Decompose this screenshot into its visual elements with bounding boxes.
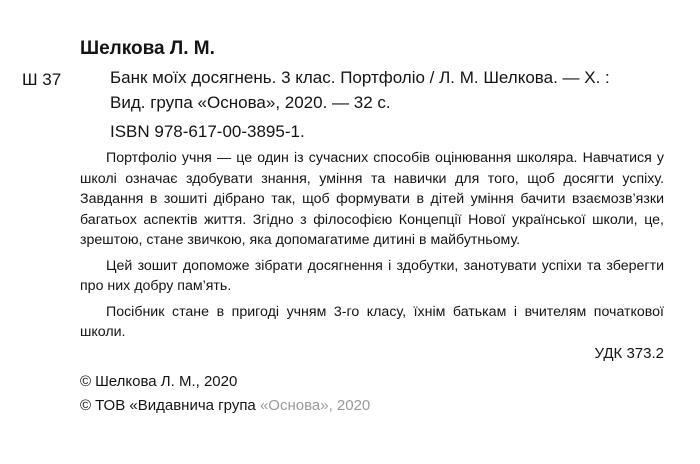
annotation-paragraph: Портфоліо учня — це один із сучасних способів оцінювання школяра. Навчатися у школі означає здобувати знання, уміння та навички для того, щоб досягти успіху. Завдання в зошиті дібрано так, щоб формувати в дітей уміння бачити взаємозв’язки багатьох аспектів життя. Згідно з філософією Концепції Нової української школи, це, зрештою, стане звичкою, яка допомагатиме дитині в майбутньому. — [80, 150, 664, 248]
copyright-publisher — [80, 397, 370, 414]
copyright-symbol: © — [80, 373, 92, 390]
bibliographic-reference-line-2: Вид. група «Основа», 2020. — 32 с. — [110, 93, 391, 112]
annotation — [80, 148, 664, 348]
udk-code: УДК 373.2 — [594, 345, 664, 362]
copyright-publisher-text: ТОВ «Видавнича група — [95, 397, 256, 414]
classification-code: Ш 37 — [22, 70, 62, 89]
copyright-author-text: Шелкова Л. М., 2020 — [95, 373, 238, 390]
isbn: ISBN 978-617-00-3895-1. — [110, 122, 305, 141]
annotation-paragraph: Цей зошит допоможе зібрати досягнення і здобутки, занотувати успіхи та зберегти про них добру пам’ять. — [80, 257, 664, 294]
annotation-paragraph: Посібник стане в пригоді учням 3-го класу, їхнім батькам і вчителям початкової школи. — [80, 303, 664, 340]
author-name: Шелкова Л. М. — [80, 38, 215, 59]
copyright-author — [80, 373, 237, 390]
copyright-symbol: © — [80, 397, 92, 414]
copyright-publisher-faded-text: «Основа», 2020 — [259, 397, 371, 414]
bibliographic-reference-line-1: Банк моїх досягнень. 3 клас. Портфоліо / Л. М. Шелкова. — Х. : — [110, 68, 610, 87]
